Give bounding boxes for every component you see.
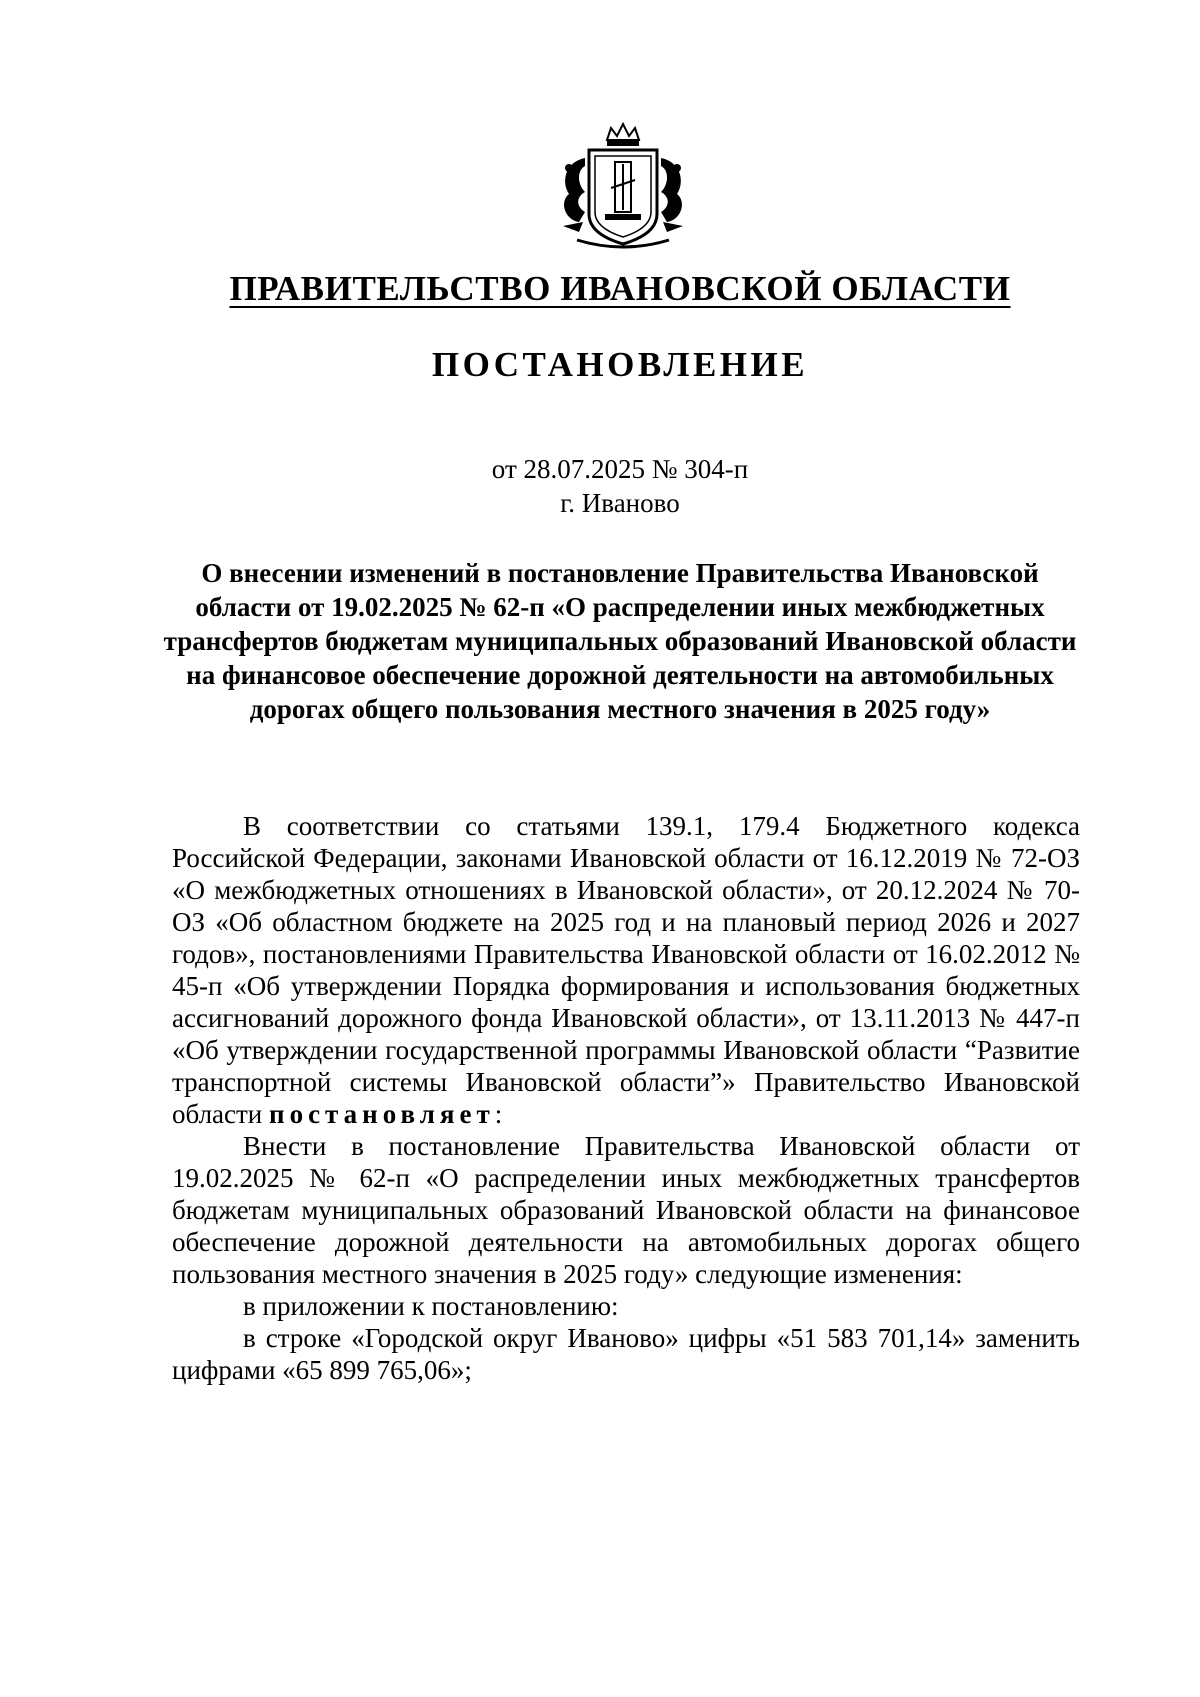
document-meta [0, 452, 1200, 520]
decree-colon: : [494, 1099, 503, 1129]
coat-of-arms-icon [555, 122, 691, 252]
document-subject: О внесении изменений в постановление Правительства Ивановской области от 19.02.2025 № 62-п «О распределении иных межбюджетных трансфертов бюджетам муниципальных образований Ивановской области на финансовое обеспечение дорожной деятельности на автомобильных дорогах общего пользования местного значения в 2025 году» [163, 558, 1077, 724]
amendment-paragraph: Внести в постановление Правительства Ивановской области от 19.02.2025 № 62-п «О распределении иных межбюджетных трансфертов бюджетам муниципальных образований Ивановской области на финансовое обеспечение дорожной деятельности на автомобильных дорогах общего пользования местного значения в 2025 году» следующие изменения: [172, 1131, 1080, 1289]
decree-word: постановляет [269, 1099, 495, 1129]
document-body [172, 810, 1080, 1386]
replacement-paragraph: в строке «Городской округ Иваново» цифры «51 583 701,14» заменить цифрами «65 899 765,06»; [172, 1323, 1080, 1385]
preamble-paragraph [172, 810, 1080, 1130]
government-title-text: ПРАВИТЕЛЬСТВО ИВАНОВСКОЙ ОБЛАСТИ [229, 269, 1011, 308]
preamble-text: В соответствии со статьями 139.1, 179.4 Бюджетного кодекса Российской Федерации, законами Ивановской области от 16.12.2019 № 72-ОЗ «О межбюджетных отношениях в Ивановской области», от 20.12.2024 № 70-ОЗ «Об областном бюджете на 2025 год и на плановый период 2026 и 2027 годов», постановлениями Правительства Ивановской области от 16.02.2012 № 45-п «Об утверждении Порядка формирования и использования бюджетных ассигнований дорожного фонда Ивановской области», от 13.11.2013 № 447-п «Об утверждении государственной программы Ивановской области “Развитие транспортной системы Ивановской области”» Правительство Ивановской области [172, 811, 1080, 1129]
city: г. Иваново [560, 488, 680, 518]
appendix-paragraph: в приложении к постановлению: [243, 1291, 619, 1321]
government-title [0, 268, 1200, 310]
date-number: от 28.07.2025 № 304-п [491, 454, 749, 484]
document-type: ПОСТАНОВЛЕНИЕ [431, 345, 809, 384]
